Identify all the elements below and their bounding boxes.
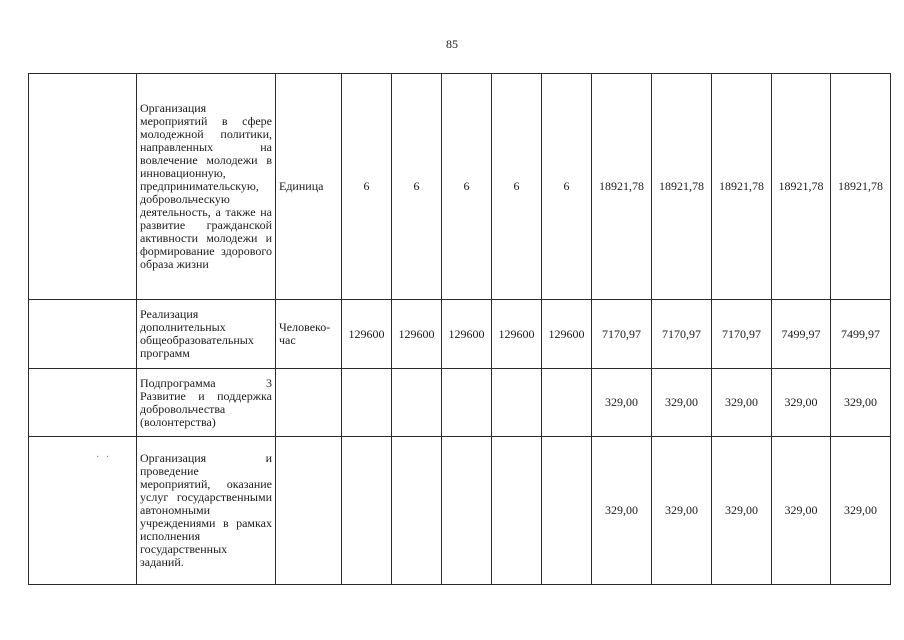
cost-cell: 7170,97: [592, 300, 652, 369]
row-description: Реализация дополнительных общеобразовательных программ: [137, 300, 276, 369]
volume-cell: 129600: [392, 300, 442, 369]
row-description: Подпрограмма 3 Развитие и поддержка добровольчества (волонтерства): [137, 369, 276, 437]
cost-cell: 7499,97: [831, 300, 891, 369]
empty-cell: [29, 74, 137, 300]
volume-cell: 6: [342, 74, 392, 300]
scan-artifact: · ·: [96, 452, 112, 463]
empty-cell: [29, 369, 137, 437]
page-number: 85: [446, 37, 458, 51]
volume-cell: 6: [392, 74, 442, 300]
cost-cell: 329,00: [652, 369, 712, 437]
volume-cell: [342, 437, 392, 585]
table-row: [29, 300, 891, 369]
cost-cell: 7170,97: [712, 300, 772, 369]
table-row: [29, 437, 891, 585]
cost-cell: 329,00: [652, 437, 712, 585]
volume-cell: 6: [492, 74, 542, 300]
volume-cell: [442, 369, 492, 437]
row-unit: Единица: [276, 74, 342, 300]
row-unit: [276, 437, 342, 585]
volume-cell: 129600: [342, 300, 392, 369]
volume-cell: [492, 437, 542, 585]
cost-cell: 329,00: [712, 437, 772, 585]
volume-cell: [442, 437, 492, 585]
volume-cell: [392, 437, 442, 585]
budget-table: [28, 73, 891, 585]
volume-cell: 6: [442, 74, 492, 300]
cost-cell: 329,00: [772, 369, 831, 437]
volume-cell: [542, 437, 592, 585]
table-row: [29, 369, 891, 437]
volume-cell: 129600: [542, 300, 592, 369]
cost-cell: 18921,78: [712, 74, 772, 300]
cost-cell: 18921,78: [772, 74, 831, 300]
row-unit: [276, 369, 342, 437]
cost-cell: 7499,97: [772, 300, 831, 369]
cost-cell: 329,00: [831, 437, 891, 585]
cost-cell: 329,00: [592, 369, 652, 437]
row-description: Организация и проведение мероприятий, оказание услуг государственными автономными учреждениями в рамках исполнения государственных заданий.: [137, 437, 276, 585]
cost-cell: 329,00: [831, 369, 891, 437]
volume-cell: 129600: [492, 300, 542, 369]
empty-cell: [29, 437, 137, 585]
cost-cell: 329,00: [592, 437, 652, 585]
cost-cell: 18921,78: [652, 74, 712, 300]
volume-cell: 129600: [442, 300, 492, 369]
volume-cell: [342, 369, 392, 437]
cost-cell: 18921,78: [592, 74, 652, 300]
volume-cell: [392, 369, 442, 437]
cost-cell: 7170,97: [652, 300, 712, 369]
table-row: [29, 74, 891, 300]
cost-cell: 329,00: [712, 369, 772, 437]
cost-cell: 329,00: [772, 437, 831, 585]
row-description: Организация мероприятий в сфере молодежной политики, направленных на вовлечение молодежи в инновационную, предпринимательскую, добровольческую деятельность, а также на развитие гражданской активности молодежи и формирование здорового образа жизни: [137, 74, 276, 300]
volume-cell: [492, 369, 542, 437]
empty-cell: [29, 300, 137, 369]
cost-cell: 18921,78: [831, 74, 891, 300]
volume-cell: [542, 369, 592, 437]
volume-cell: 6: [542, 74, 592, 300]
row-unit: Человеко-час: [276, 300, 342, 369]
